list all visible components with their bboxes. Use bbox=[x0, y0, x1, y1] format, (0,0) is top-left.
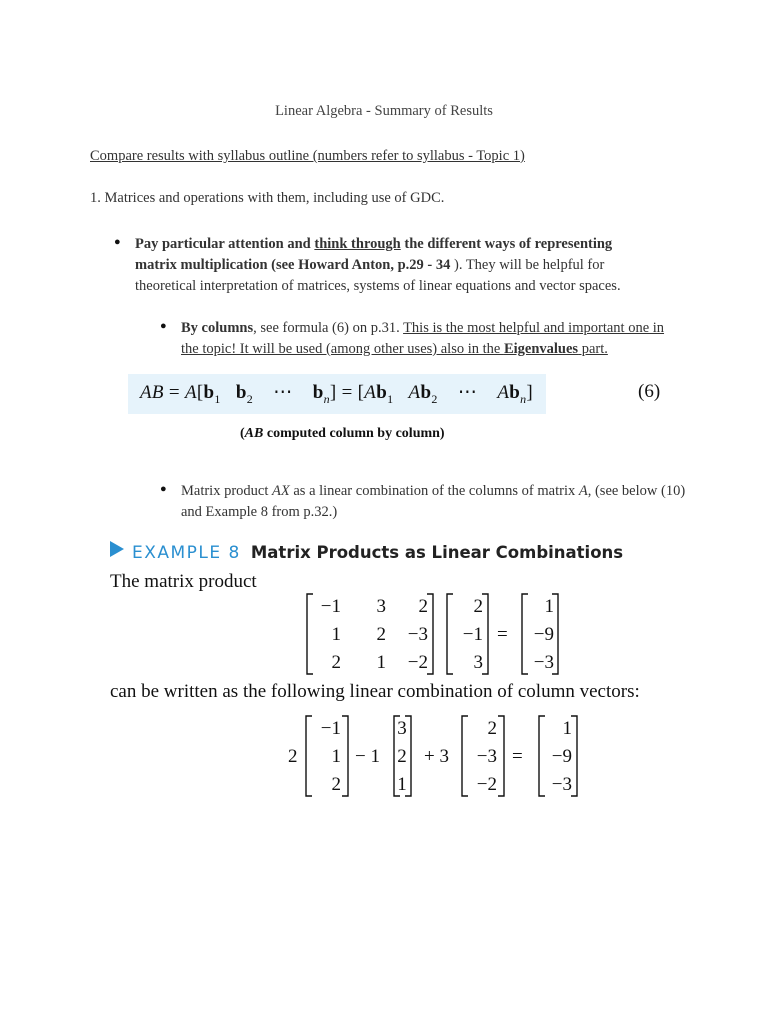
bullet2-eigenvalues: Eigenvalues bbox=[503, 341, 579, 357]
caption-em: AB bbox=[244, 426, 264, 441]
bullet-by-columns bbox=[181, 318, 681, 360]
bullet1-bold-a: Pay particular attention and bbox=[135, 236, 315, 252]
column-cell: 3 bbox=[397, 718, 407, 739]
example-intro: The matrix product bbox=[110, 571, 257, 592]
matrix-a-cell: −2 bbox=[407, 652, 428, 673]
coefficient: 2 bbox=[288, 746, 298, 767]
example-label: EXAMPLE 8 bbox=[132, 543, 241, 563]
column-cell: 2 bbox=[397, 746, 407, 767]
bullet1-rest: ). They will be helpful for theoretical interpretation of matrices, systems of linear equations and vector spaces. bbox=[135, 257, 621, 294]
equals-sign: = bbox=[497, 624, 508, 645]
matrix-a-cell: 3 bbox=[376, 596, 386, 617]
bullet2-plain: , see formula (6) on p.31. bbox=[253, 320, 404, 336]
vector-b-cell: 1 bbox=[544, 596, 554, 617]
matrix-a-cell: 1 bbox=[331, 624, 341, 645]
example-title: Matrix Products as Linear Combinations bbox=[250, 543, 624, 562]
column-formula: AB = $A[b_1$ $b_2$ ⋯ $b_n] = [Ab_1$ $Ab_2$ ⋯ $Ab_n$] bbox=[140, 382, 534, 406]
bullet3-c: , (see below (10) and Example 8 from p.32.) bbox=[181, 483, 686, 520]
bullet2-underline-a: This is the most helpful and important one in the topic! It will be used (among other uses) also in the bbox=[181, 320, 665, 357]
coefficient: + 3 bbox=[424, 746, 449, 767]
example-middle-text: can be written as the following linear combination of column vectors: bbox=[110, 681, 640, 702]
caption-open: ( bbox=[240, 426, 245, 441]
formula-caption bbox=[240, 426, 445, 442]
page-title: Linear Algebra - Summary of Results bbox=[275, 103, 493, 119]
matrix-product-equation bbox=[300, 590, 560, 678]
bullet3-a: Matrix product bbox=[181, 483, 273, 499]
vector-b-cell: −3 bbox=[533, 652, 554, 673]
formula-number: (6) bbox=[638, 381, 661, 402]
matrix-a-cell: 1 bbox=[376, 652, 386, 673]
bullet3-b: as a linear combination of the columns of matrix bbox=[289, 483, 579, 499]
vector-x-cell: 3 bbox=[473, 652, 483, 673]
bracket-right bbox=[498, 716, 504, 796]
section-heading-1: 1. Matrices and operations with them, including use of GDC. bbox=[90, 190, 445, 206]
vector-x-cell: 2 bbox=[473, 596, 483, 617]
bracket-right bbox=[342, 716, 348, 796]
matrix-a-cell: 2 bbox=[331, 652, 341, 673]
bullet2-bold: By columns bbox=[181, 320, 254, 336]
bracket-left bbox=[539, 716, 545, 796]
equals-sign: = bbox=[512, 746, 523, 767]
matrix-a-cell: 2 bbox=[418, 596, 428, 617]
matrix-a-cell: −3 bbox=[407, 624, 428, 645]
bullet-representing-multiplication bbox=[135, 234, 655, 297]
bullet3-em2: A bbox=[578, 483, 588, 499]
bracket-left bbox=[522, 594, 528, 674]
column-cell: 2 bbox=[331, 774, 341, 795]
result-cell: −3 bbox=[551, 774, 572, 795]
vector-x-cell: −1 bbox=[462, 624, 483, 645]
column-cell: 1 bbox=[331, 746, 341, 767]
bracket-left bbox=[447, 594, 453, 674]
matrix-a-cell: 2 bbox=[376, 624, 386, 645]
compare-note: Compare results with syllabus outline (numbers refer to syllabus - Topic 1) bbox=[90, 148, 525, 164]
bracket-left bbox=[306, 716, 312, 796]
caption-rest: computed column by column) bbox=[263, 426, 445, 441]
matrix-a-cell: −1 bbox=[320, 596, 341, 617]
bullet1-bold-underlined: think through bbox=[314, 236, 401, 252]
bullet-linear-combination bbox=[181, 481, 691, 523]
vector-b-cell: −9 bbox=[533, 624, 554, 645]
bullet3-em1: AX bbox=[272, 483, 290, 499]
bullet-icon: ● bbox=[160, 483, 167, 495]
bullet2-underline-b: part. bbox=[578, 341, 608, 357]
column-cell: 1 bbox=[397, 774, 407, 795]
column-cell: −1 bbox=[320, 718, 341, 739]
coefficient: − 1 bbox=[355, 746, 380, 767]
column-cell: −2 bbox=[476, 774, 497, 795]
example-header bbox=[110, 541, 623, 563]
bracket-left bbox=[462, 716, 468, 796]
play-arrow-icon bbox=[110, 541, 124, 557]
column-cell: 2 bbox=[487, 718, 497, 739]
linear-combination-equation bbox=[284, 712, 584, 800]
bullet-icon: ● bbox=[114, 236, 121, 248]
bracket-left bbox=[307, 594, 313, 674]
column-cell: −3 bbox=[476, 746, 497, 767]
result-cell: −9 bbox=[551, 746, 572, 767]
bullet1-bold-b: the different ways of representing matrix multiplication (see Howard Anton, p.29 - 34 bbox=[135, 236, 613, 273]
result-cell: 1 bbox=[562, 718, 572, 739]
bullet-icon: ● bbox=[160, 320, 167, 332]
